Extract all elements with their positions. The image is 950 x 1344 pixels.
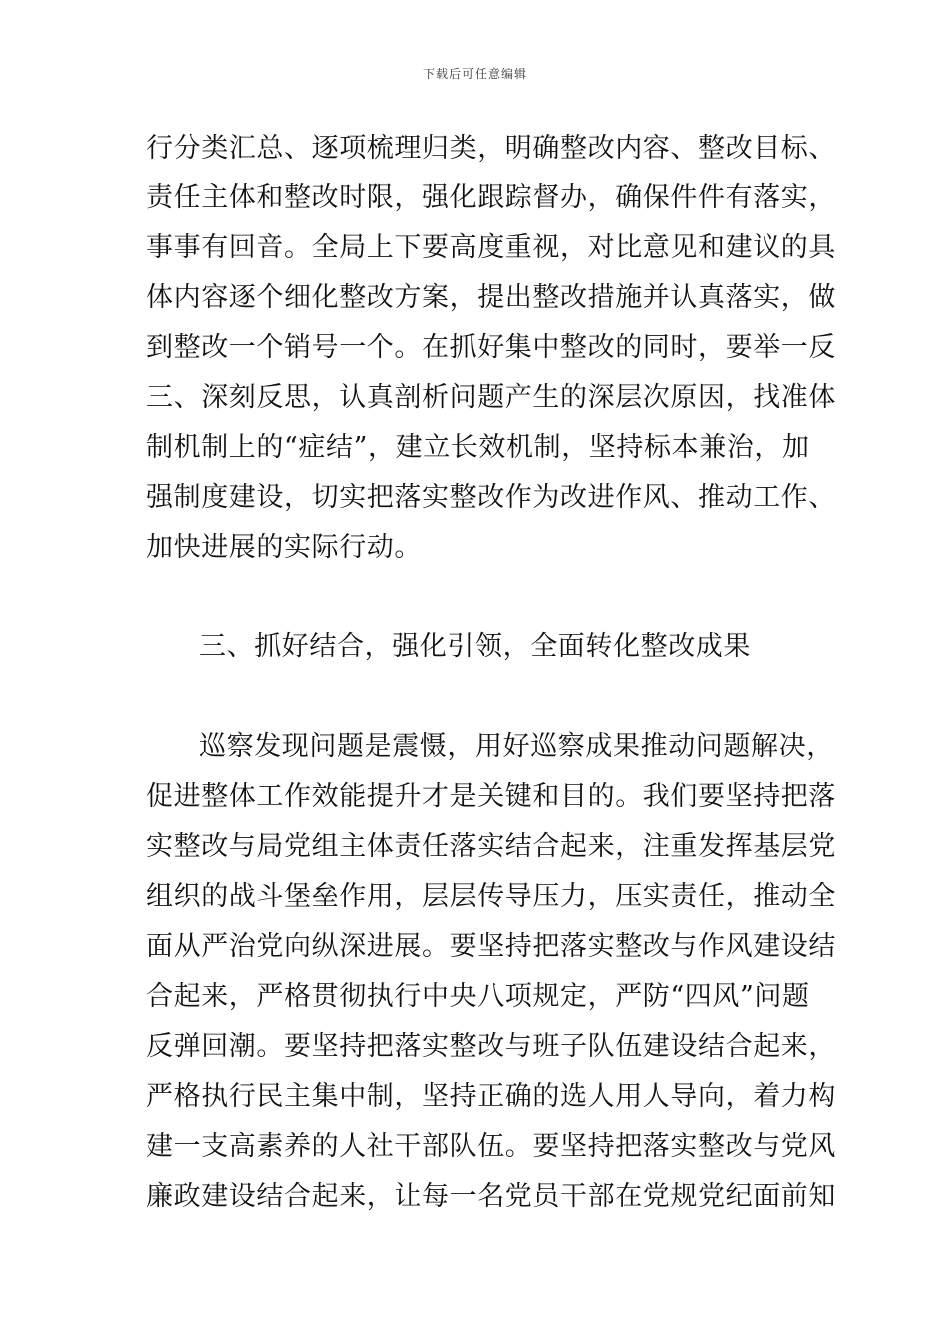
section-heading: 三、抓好结合，强化引领，全面转化整改成果: [199, 631, 751, 662]
paragraph-1-line: 体内容逐个细化整改方案，提出整改措施并认真落实，做: [146, 282, 836, 313]
paragraph-1-line: 三、深刻反思，认真剖析问题产生的深层次原因，找准体: [146, 382, 836, 413]
paragraph-1-line: 行分类汇总、逐项梳理归类，明确整改内容、整改目标、: [146, 133, 836, 164]
header-note: 下载后可任意编辑: [422, 67, 527, 81]
paragraph-2-line: 合起来，严格贯彻执行中央八项规定，严防“四风”问题: [146, 981, 810, 1012]
paragraph-1-line: 事事有回音。全局上下要高度重视，对比意见和建议的具: [146, 232, 836, 263]
paragraph-2-line: 实整改与局党组主体责任落实结合起来，注重发挥基层党: [146, 831, 836, 862]
paragraph-1-line: 制机制上的“症结”，建立长效机制，坚持标本兼治，加: [146, 432, 810, 463]
paragraph-1-line: 责任主体和整改时限，强化跟踪督办，确保件件有落实，: [146, 182, 836, 213]
paragraph-2-line: 面从严治党向纵深进展。要坚持把落实整改与作风建设结: [146, 931, 836, 962]
paragraph-2-line: 巡察发现问题是震慑，用好巡察成果推动问题解决，: [199, 731, 834, 762]
paragraph-2-line: 严格执行民主集中制，坚持正确的选人用人导向，着力构: [146, 1081, 836, 1112]
paragraph-2-line: 促进整体工作效能提升才是关键和目的。我们要坚持把落: [146, 781, 836, 812]
paragraph-1-line: 到整改一个销号一个。在抓好集中整改的同时，要举一反: [146, 332, 836, 363]
paragraph-2-line: 组织的战斗堡垒作用，层层传导压力，压实责任，推动全: [146, 881, 836, 912]
paragraph-1-line: 加快进展的实际行动。: [146, 532, 422, 563]
paragraph-2-line: 建一支高素养的人社干部队伍。要坚持把落实整改与党风: [146, 1131, 836, 1162]
paragraph-2-line: 廉政建设结合起来，让每一名党员干部在党规党纪面前知: [146, 1181, 836, 1212]
paragraph-1-line: 强制度建设，切实把落实整改作为改进作风、推动工作、: [146, 482, 836, 513]
paragraph-2-line: 反弹回潮。要坚持把落实整改与班子队伍建设结合起来，: [146, 1031, 836, 1062]
